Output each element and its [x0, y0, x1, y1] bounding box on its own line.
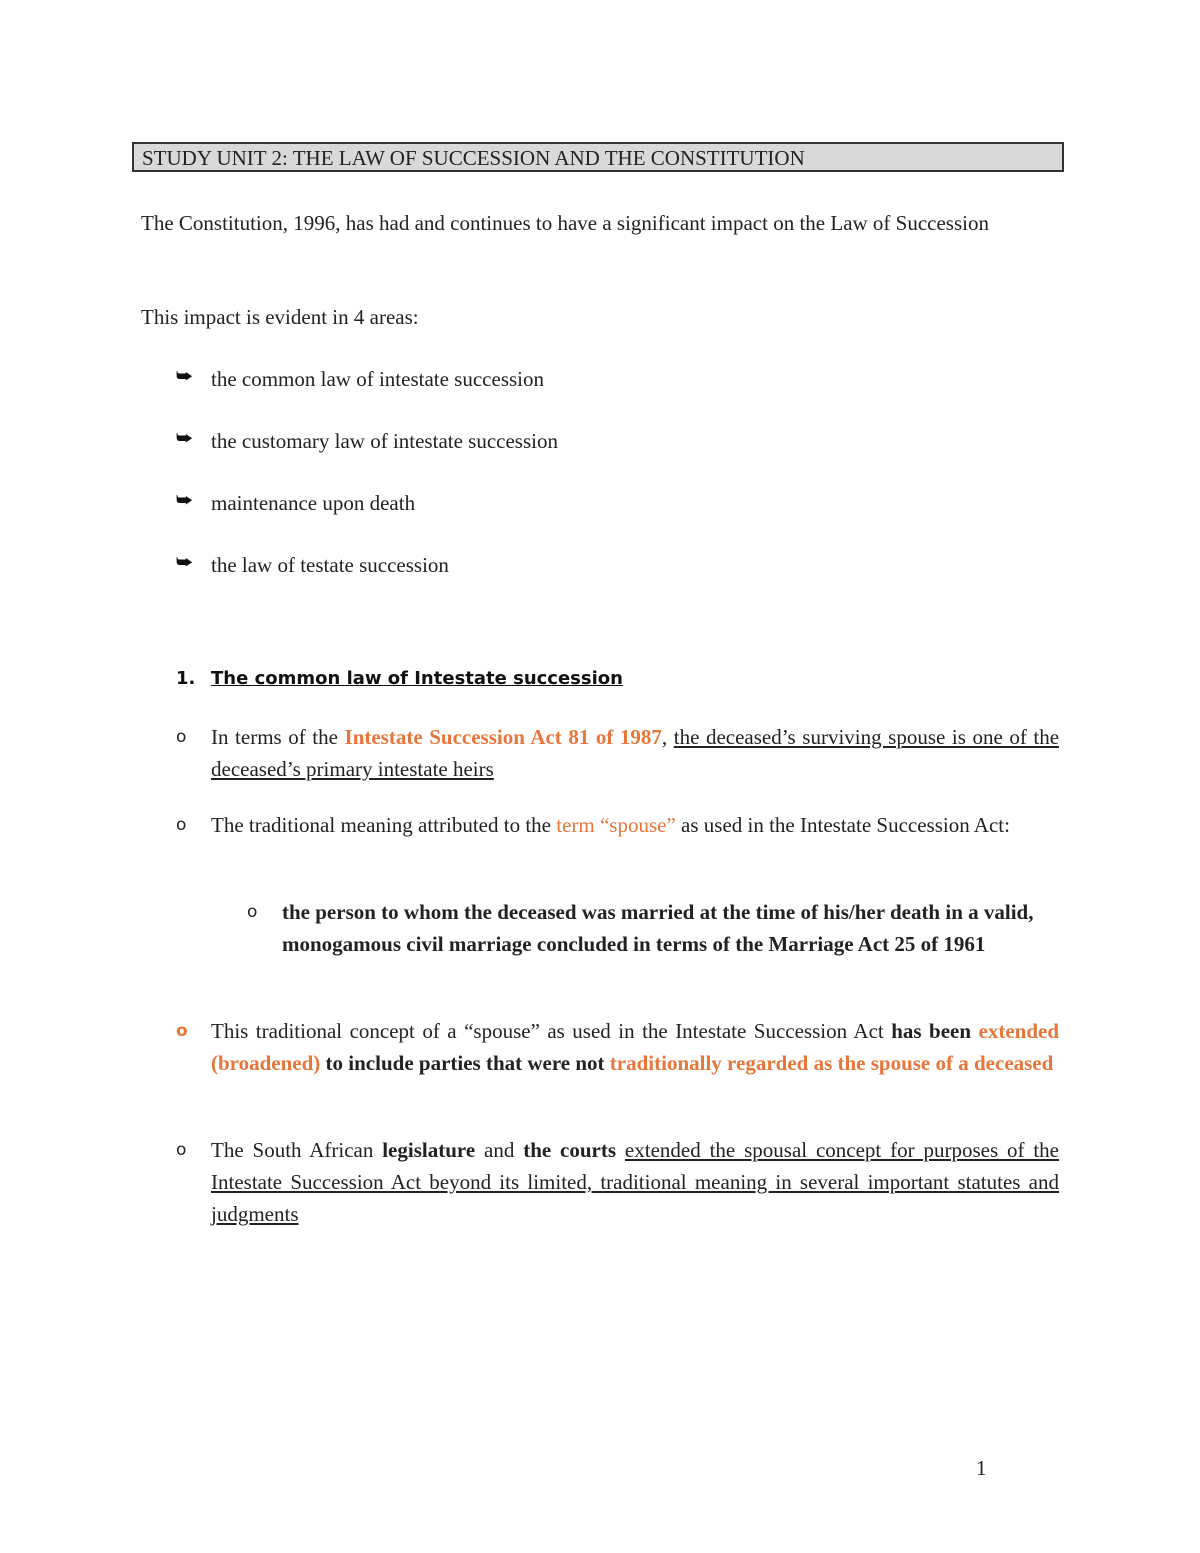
section-heading: [176, 668, 623, 689]
section-paragraph-2: [211, 809, 1059, 841]
p3-bold-has-been: has been: [891, 1019, 972, 1043]
p4-prefix: The South African: [211, 1138, 383, 1162]
page-number: 1: [976, 1456, 987, 1480]
p1-prefix: In terms of the: [211, 725, 345, 749]
p4-space: [616, 1138, 625, 1162]
list-item: maintenance upon death: [211, 491, 416, 515]
p1-comma: ,: [661, 725, 674, 749]
areas-intro: This impact is evident in 4 areas:: [141, 305, 419, 329]
arrow-bullet-icon: ⮩: [176, 366, 193, 387]
section-paragraph-4: [211, 1134, 1059, 1230]
term-spouse: term “spouse”: [556, 813, 676, 837]
page-title: STUDY UNIT 2: THE LAW OF SUCCESSION AND THE CONSTITUTION: [132, 142, 1064, 172]
section-number: 1.: [176, 668, 196, 689]
arrow-bullet-icon: ⮩: [176, 490, 193, 511]
section-paragraph-3: [211, 1015, 1059, 1079]
circle-bullet-icon: o: [176, 1021, 188, 1041]
circle-bullet-icon: o: [247, 902, 258, 922]
p4-underlined: extended the spousal concept for purposes of the Intestate Succession Act beyond its limited, traditional meaning in several important statutes and judgments: [211, 1138, 1059, 1226]
circle-bullet-icon: o: [176, 1140, 187, 1160]
p4-legislature: legislature: [382, 1138, 476, 1162]
section-paragraph-1: [211, 721, 1059, 785]
p4-and: and: [475, 1138, 524, 1162]
arrow-bullet-icon: ⮩: [176, 552, 193, 573]
section-heading-label: The common law of Intestate succession: [211, 668, 623, 689]
p3-extended: extended (broadened): [211, 1019, 1059, 1075]
list-item: the law of testate succession: [211, 553, 449, 577]
list-item: the customary law of intestate succession: [211, 429, 558, 453]
p3-bold-include: to include parties that were not: [320, 1051, 610, 1075]
p1-underlined: the deceased’s surviving spouse is one of the deceased’s primary intestate heirs: [211, 725, 1060, 781]
p2-suffix: as used in the Intestate Succession Act:: [675, 813, 1010, 837]
p2-prefix: The traditional meaning attributed to the: [211, 813, 557, 837]
circle-bullet-icon: o: [176, 727, 187, 747]
p3-prefix: This traditional concept of a “spouse” as used in the Intestate Succession Act: [211, 1019, 892, 1043]
p3-traditionally: traditionally regarded as the spouse of a deceased: [609, 1051, 1054, 1075]
circle-bullet-icon: o: [176, 815, 187, 835]
list-item: the common law of intestate succession: [211, 367, 544, 391]
arrow-bullet-icon: ⮩: [176, 428, 193, 449]
p4-courts: the courts: [523, 1138, 617, 1162]
intro-paragraph: The Constitution, 1996, has had and continues to have a significant impact on the Law of Succession: [141, 211, 989, 235]
act-name: Intestate Succession Act 81 of 1987: [344, 725, 662, 749]
spouse-definition: the person to whom the deceased was married at the time of his/her death in a valid, monogamous civil marriage concluded in terms of the Marriage Act 25 of 1961: [282, 900, 1034, 956]
